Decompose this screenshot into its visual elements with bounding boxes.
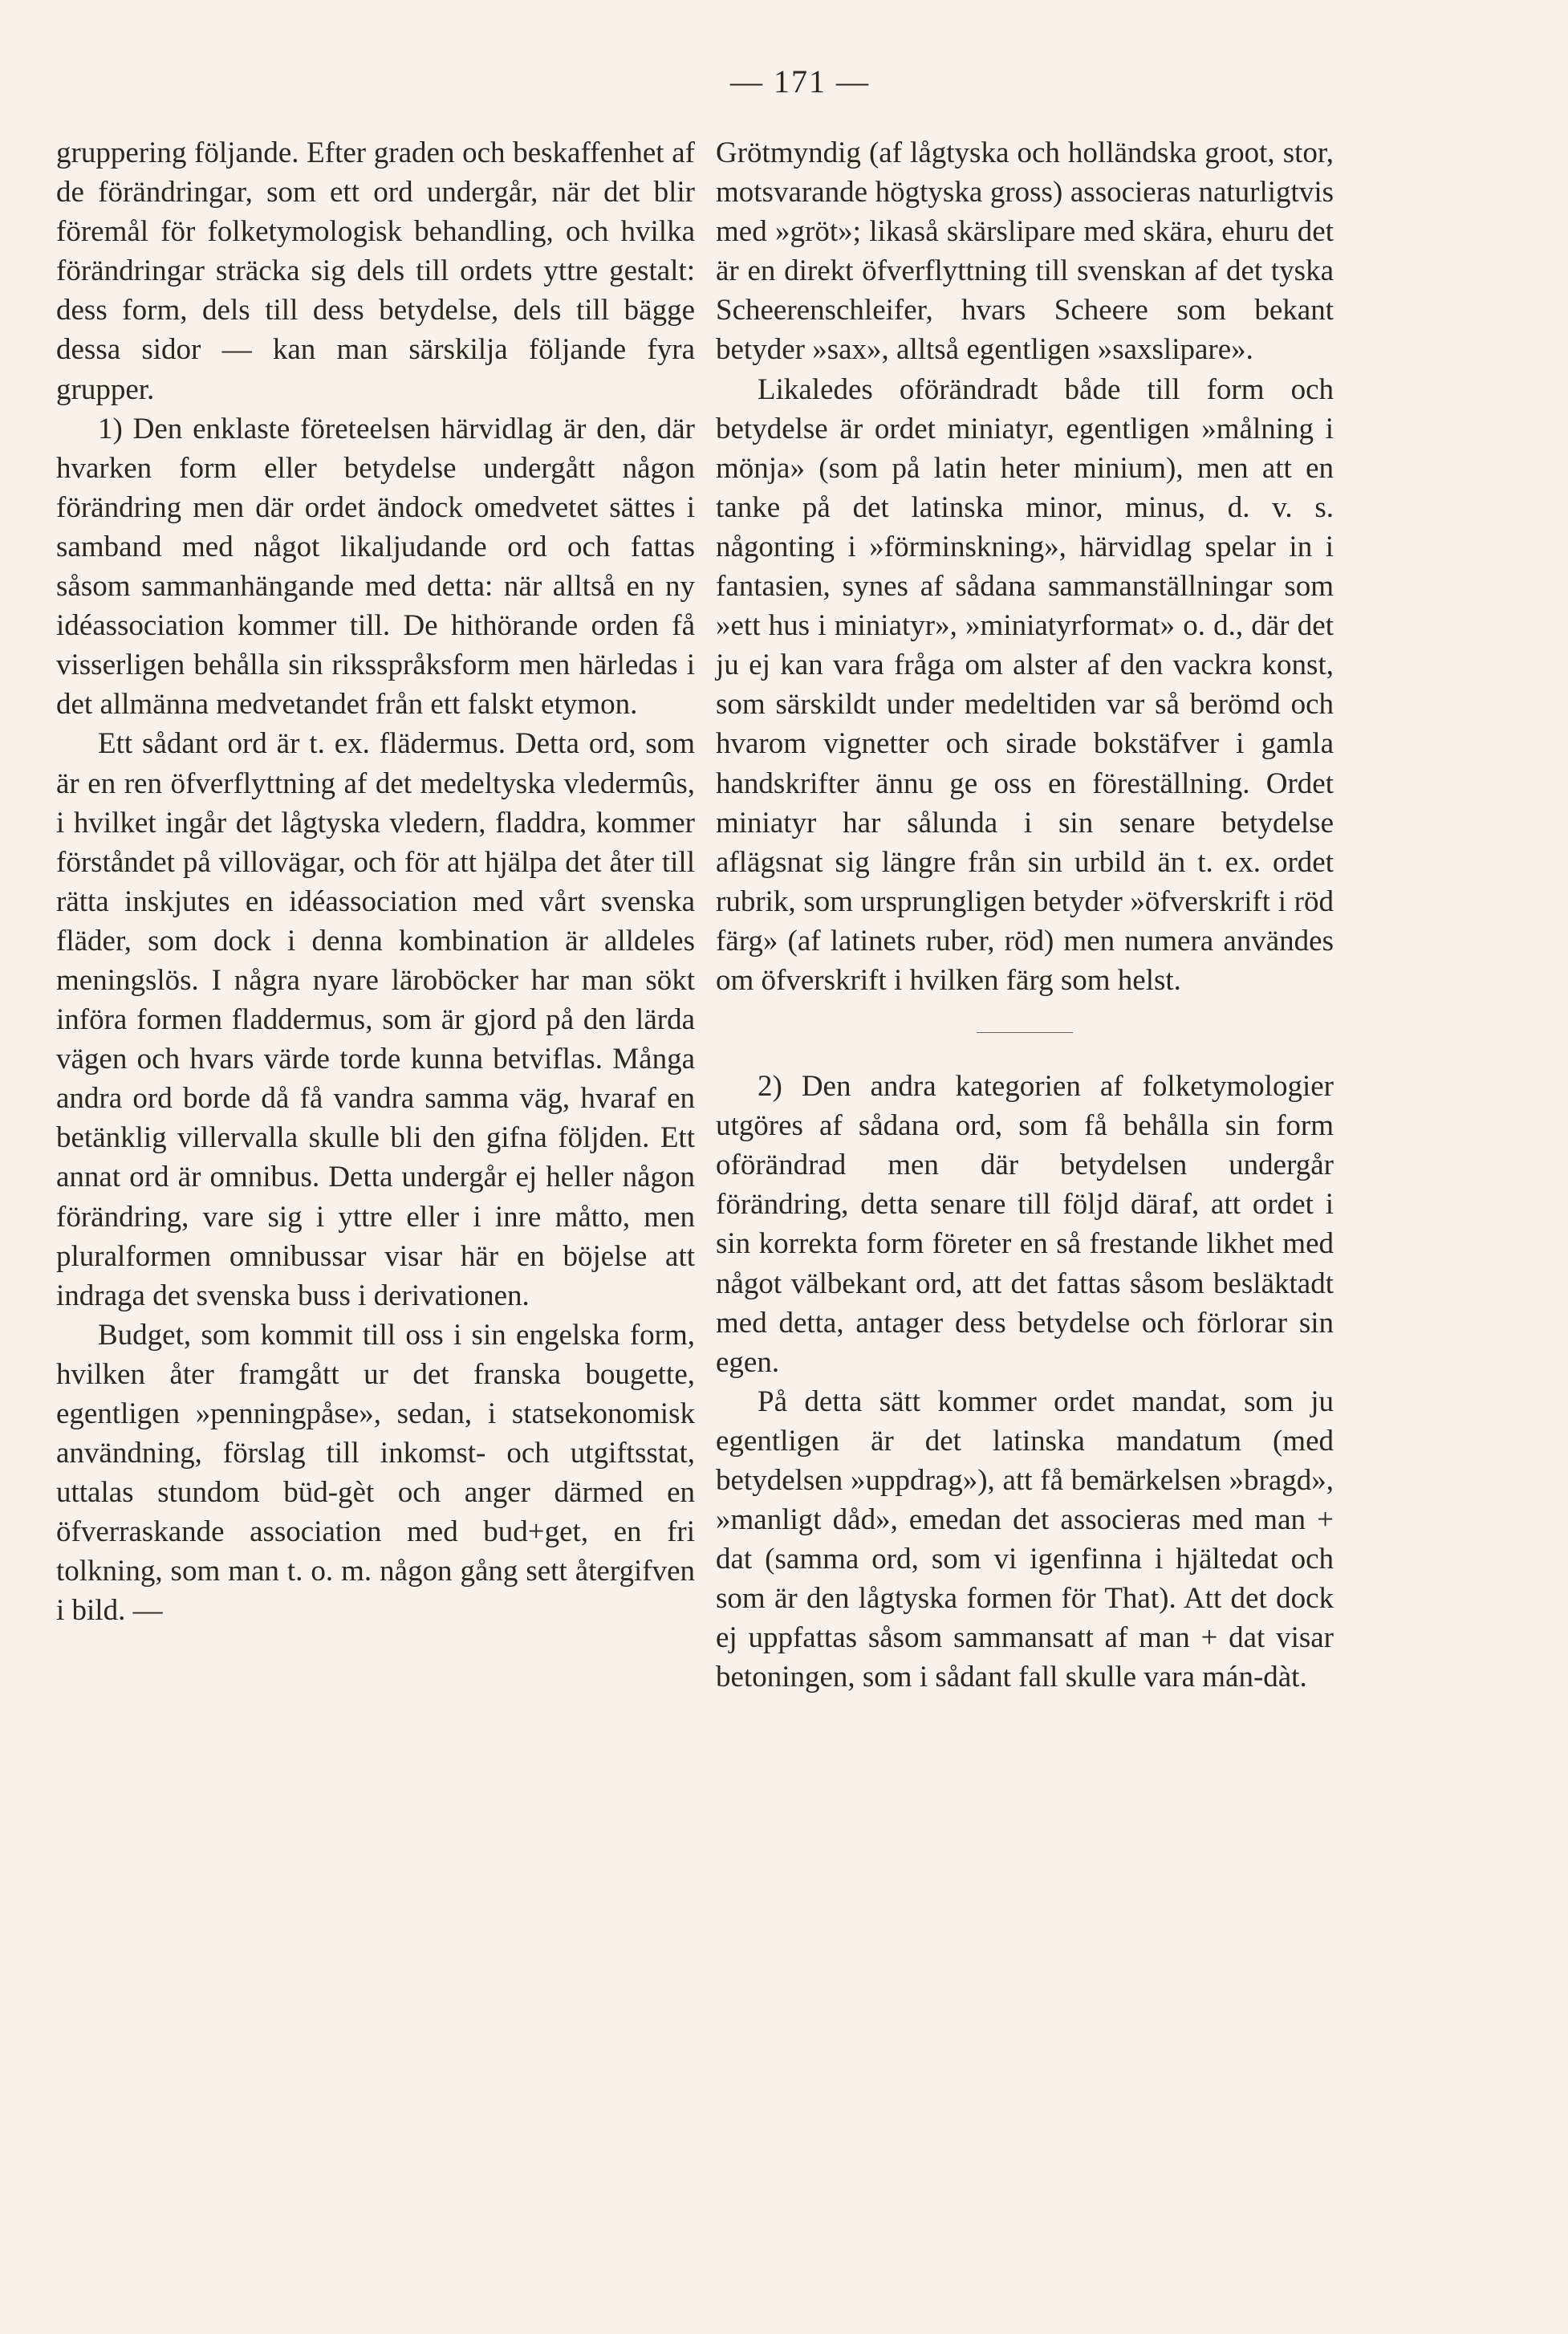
page-number: — 171 — (730, 63, 870, 100)
left-paragraph-3: Ett sådant ord är t. ex. flädermus. Detta ord, som är en ren öfverflyttning af det medeltyska vledermûs, i hvilket ingår det lågtyska vledern, fladdra, kommer förståndet på villovägar, och för att hjälpa det åter till rätta inskjutes en idéassociation med vårt svenska fläder, som dock i denna kombination är alldeles meningslös. I några nyare läroböcker har man sökt införa formen fladdermus, som är gjord på den lärda vägen och hvars värde torde kunna betviflas. Många andra ord borde då få vandra samma väg, hvaraf en betänklig villervalla skulle bli den gifna följden. Ett annat ord är omnibus. Detta undergår ej heller någon förändring, vare sig i yttre eller i inre måtto, men pluralformen omnibussar visar här en böjelse att indraga det svenska buss i derivationen. (56, 727, 695, 1312)
left-paragraph-4: Budget, som kommit till oss i sin engelska form, hvilken åter framgått ur det franska bougette, egentligen »penningpåse», sedan, i statsekonomisk användning, förslag till inkomst- och utgiftsstat, uttalas stundom büd-gèt och anger därmed en öfverraskande association med bud+get, en fri tolkning, som man t. o. m. någon gång sett återgifven i bild. — (56, 1318, 695, 1628)
right-paragraph-4: På detta sätt kommer ordet mandat, som ju egentligen är det latinska mandatum (med betydelsen »uppdrag»), att få bemärkelsen »bragd», »manligt dåd», emedan det associeras med man + dat (samma ord, som vi igenfinna i hjältedat och som är den lågtyska formen för That). Att det dock ej uppfattas såsom sammansatt af man + dat visar betoningen, som i sådant fall skulle vara mán-dàt. (716, 1385, 1334, 1694)
right-column (716, 133, 1334, 1698)
right-paragraph-3: 2) Den andra kategorien af folketymologier utgöres af sådana ord, som få behålla sin form oförändrad men där betydelsen undergår förändring, detta senare till följd däraf, att ordet i sin korrekta form företer en så frestande likhet med något välbekant ord, att det fattas såsom besläktadt med detta, antager dess betydelse och förlorar sin egen. (716, 1070, 1334, 1379)
right-paragraph-2: Likaledes oförändradt både till form och betydelse är ordet miniatyr, egentligen »målning i mönja» (som på latin heter minium), men att en tanke på det latinska minor, minus, d. v. s. någonting i »förminskning», härvidlag spelar in i fantasien, synes af sådana sammanställningar som »ett hus i miniatyr», »miniatyrformat» o. d., där det ju ej kan vara fråga om alster af den vackra konst, som särskildt under medeltiden var så berömd och hvarom vignetter och sirade bokstäfver i gamla handskrifter ännu ge oss en föreställning. Ordet miniatyr har sålunda i sin senare betydelse aflägsnat sig längre från sin urbild än t. ex. ordet rubrik, som ursprungligen betyder »öfverskrift i röd färg» (af latinets ruber, röd) men numera användes om öfverskrift i hvilken färg som helst. (716, 372, 1334, 997)
left-paragraph-2: 1) Den enklaste företeelsen härvidlag är den, där hvarken form eller betydelse undergått någon förändring men där ordet ändock omedvetet sättes i samband med något likaljudande ord och fattas såsom sammanhängande med detta: när alltså en ny idéassociation kommer till. De hithörande orden få visserligen behålla sin riksspråksform men härledas i det allmänna medvetandet från ett falskt etymon. (56, 412, 695, 722)
right-paragraph-1: Grötmyndig (af lågtyska och holländska groot, stor, motsvarande högtyska gross) associeras naturligtvis med »gröt»; likaså skärslipare med skära, ehuru det är en direkt öfverflyttning till svenskan af det tyska Scheerenschleifer, hvars Scheere som bekant betyder »sax», alltså egentligen »saxslipare». (716, 136, 1334, 367)
section-divider (977, 1032, 1073, 1033)
left-column (56, 133, 695, 1631)
left-paragraph-1: gruppering följande. Efter graden och beskaffenhet af de förändringar, som ett ord undergår, när det blir föremål för folketymologisk behandling, och hvilka förändringar sträcka sig dels till ordets yttre gestalt: dess form, dels till dess betydelse, dels till bägge dessa sidor — kan man särskilja följande fyra grupper. (56, 136, 695, 406)
